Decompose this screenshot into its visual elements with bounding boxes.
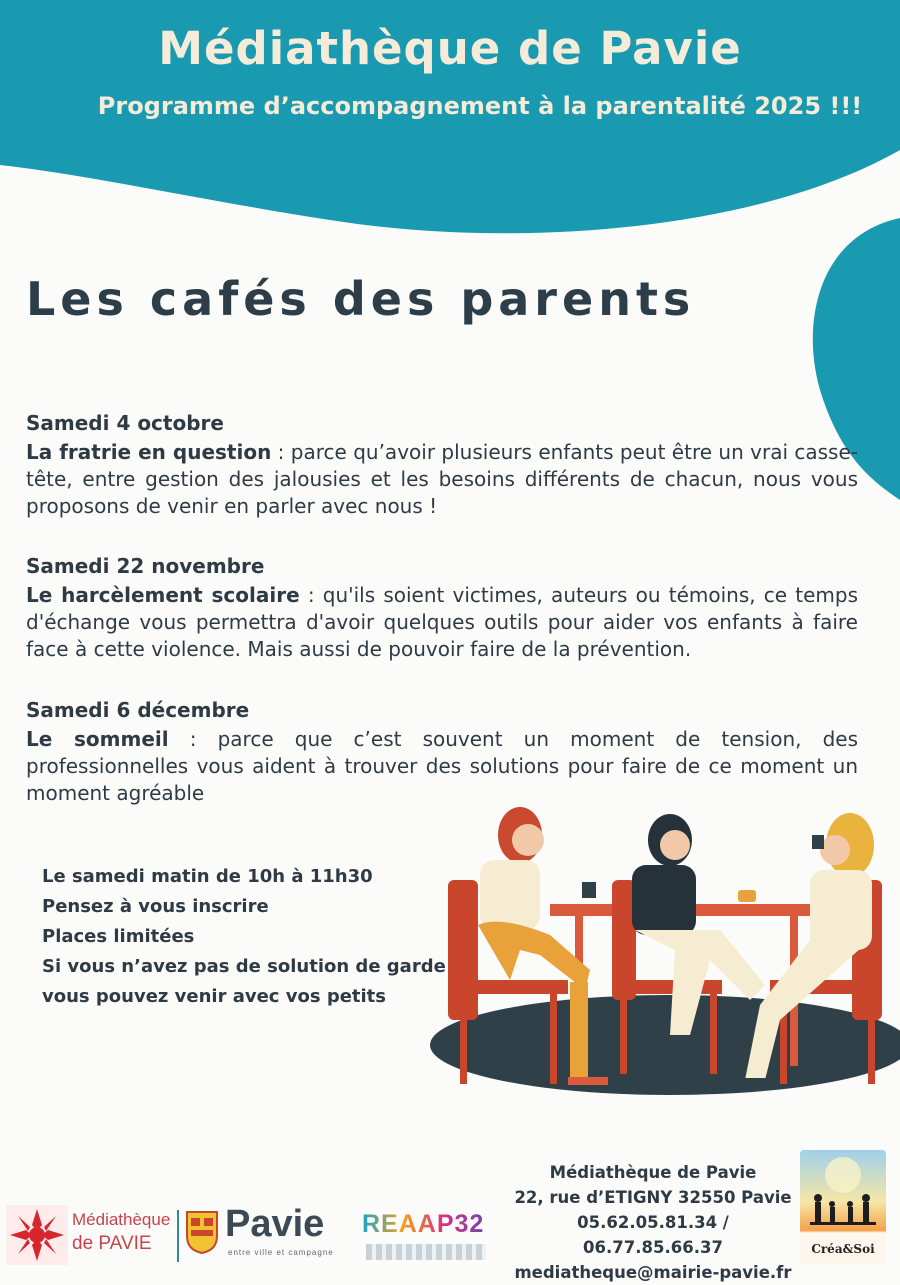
contact-block — [508, 1160, 798, 1285]
pavie-tagline: entre ville et campagne — [228, 1248, 334, 1257]
event-2 — [26, 553, 858, 663]
contact-phones: 05.62.05.81.34 / 06.77.85.66.37 — [577, 1213, 729, 1257]
header-subtitle: Programme d’accompagnement à la parentalité 2025 !!! — [97, 92, 863, 120]
header-title: Médiathèque de Pavie — [158, 22, 742, 75]
contact-name: Médiathèque de Pavie — [549, 1163, 757, 1182]
reaap-logo: REAAP32 — [362, 1210, 485, 1238]
event-text: : qu'ils soient victimes, auteurs ou témoins, ce temps d'échange vous permettra d'avoir quelques outils pour aider vos enfants à faire face à cette violence. Mais aussi de pouvoir faire de la prévention. — [26, 583, 858, 661]
crea-soi-label: Créa&Soi — [811, 1242, 875, 1256]
info-line: Le samedi matin de 10h à 11h30 — [42, 866, 373, 887]
mediatheque-logo-line2: de PAVIE — [72, 1233, 152, 1254]
mediatheque-logo-icon — [6, 1205, 68, 1265]
reaap-partners-strip — [366, 1244, 486, 1260]
info-line: Places limitées — [42, 926, 195, 947]
event-date: Samedi 22 novembre — [26, 554, 265, 578]
event-topic: La fratrie en question — [26, 440, 272, 464]
contact-address: 22, rue d’ETIGNY 32550 Pavie — [514, 1188, 792, 1207]
event-description — [26, 726, 858, 807]
pavie-crest-icon — [185, 1210, 219, 1254]
mediatheque-logo-line1: Médiathèque — [72, 1210, 171, 1229]
event-description — [26, 582, 858, 663]
crea-soi-logo — [800, 1150, 886, 1265]
contact-email[interactable]: mediatheque@mairie-pavie.fr — [514, 1263, 792, 1282]
event-date: Samedi 6 décembre — [26, 698, 250, 722]
info-line: Pensez à vous inscrire — [42, 896, 269, 917]
cafe-illustration — [420, 800, 900, 1100]
event-1 — [26, 410, 858, 520]
event-date: Samedi 4 octobre — [26, 411, 224, 435]
info-line: vous pouvez venir avec vos petits — [42, 986, 387, 1007]
event-text: : parce que c’est souvent un moment de tension, des professionnelles vous aident à trouver des solutions pour faire de ce moment un moment agréable — [26, 727, 859, 805]
practical-info — [42, 862, 446, 1012]
mediatheque-logo — [72, 1208, 170, 1256]
family-silhouette-icon — [800, 1150, 886, 1230]
section-title: Les cafés des parents — [26, 272, 696, 326]
event-text: : parce qu’avoir plusieurs enfants peut être un vrai casse-tête, entre gestion des jalousies et les besoins différents de chacun, nous vous proposons de venir en parler avec nous ! — [26, 440, 858, 518]
event-description — [26, 439, 858, 520]
event-topic: Le sommeil — [26, 727, 169, 751]
info-line: Si vous n’avez pas de solution de garde — [42, 956, 446, 977]
pavie-logo: Pavie — [225, 1203, 325, 1245]
event-topic: Le harcèlement scolaire — [26, 583, 300, 607]
event-3 — [26, 697, 858, 807]
footer-divider — [177, 1210, 179, 1262]
